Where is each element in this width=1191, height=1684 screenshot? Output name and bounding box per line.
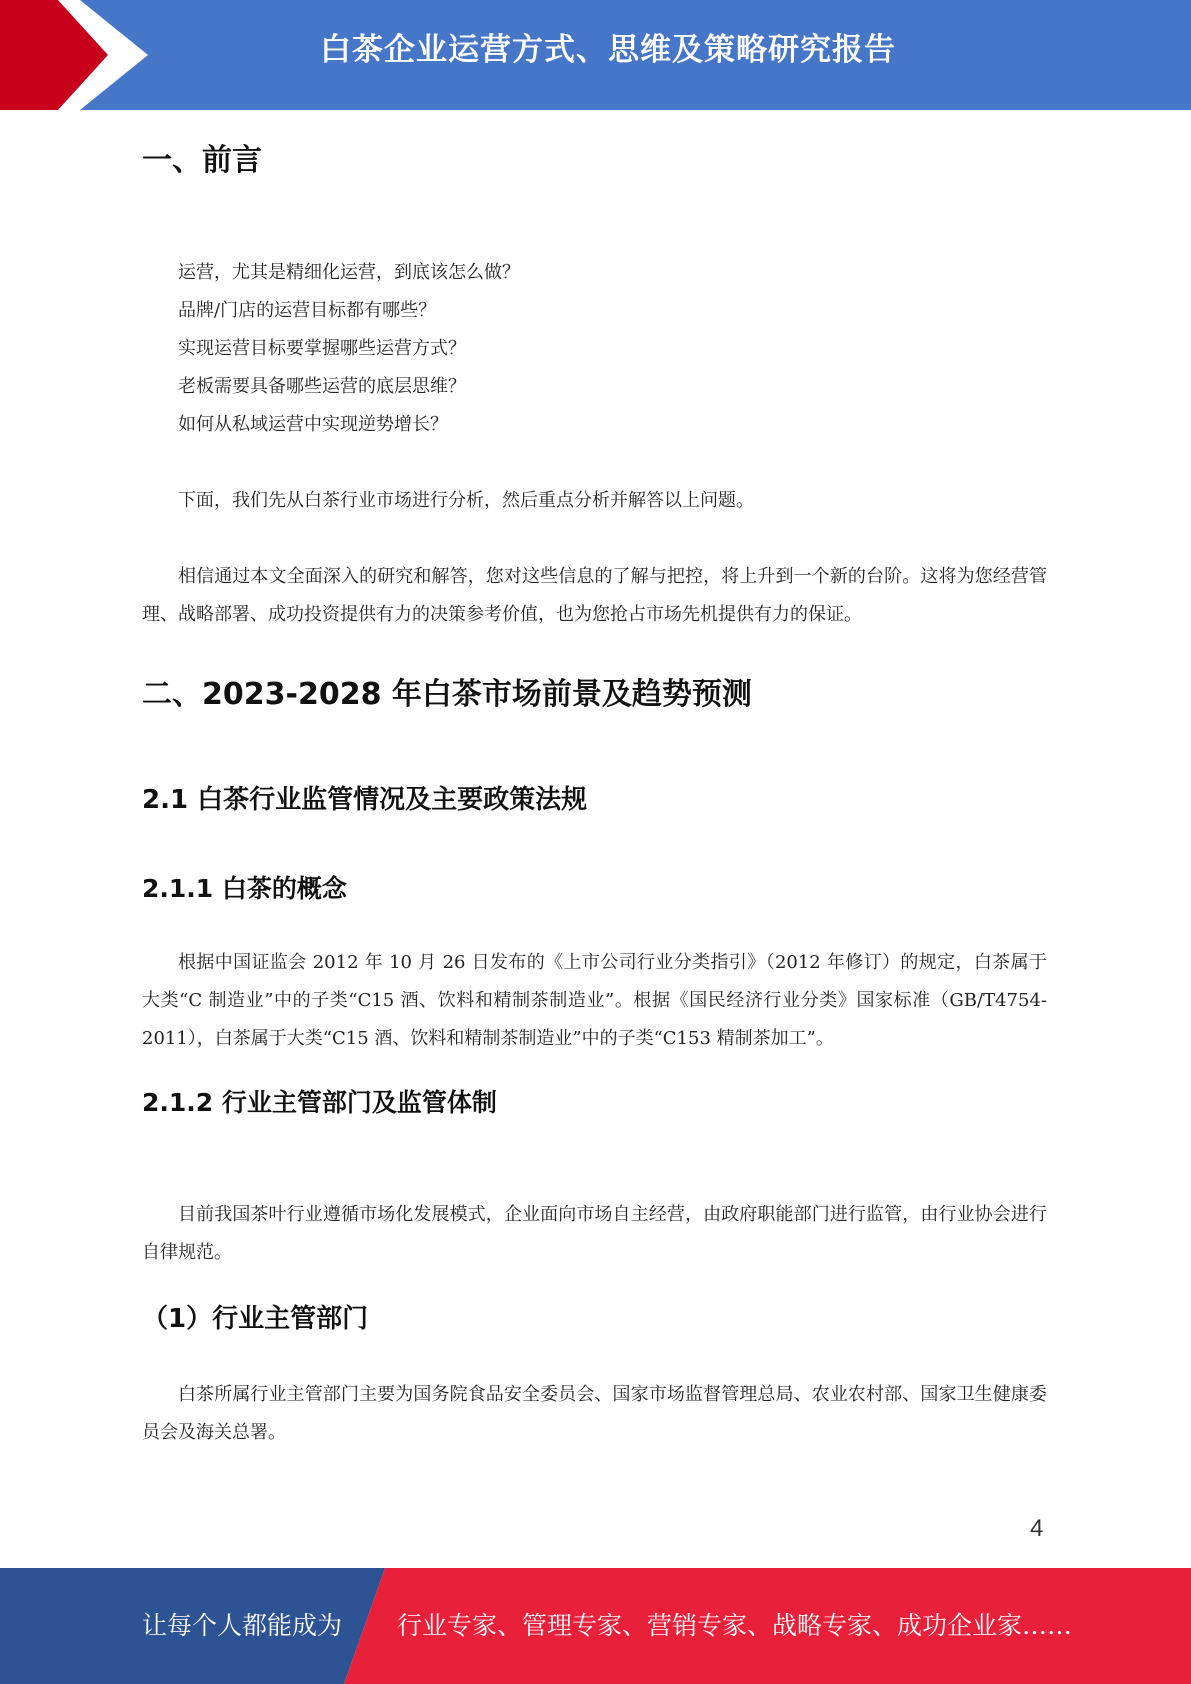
section-1-heading: 一、前言 [142,143,262,178]
list-item: 运营，尤其是精细化运营，到底该怎么做？ [178,262,520,283]
page-header [0,0,1191,110]
list-item: 如何从私域运营中实现逆势增长？ [178,414,448,435]
section-2-1-heading: 2.1 白茶行业监管情况及主要政策法规 [142,785,588,815]
subsection-1-heading: （1）行业主管部门 [142,1304,369,1334]
paragraph-concept: 根据中国证监会 2012 年 10 月 26 日发布的《上市公司行业分类指引》（2012 年修订）的规定，白茶属于大类“C 制造业”中的子类“C15 酒、饮料和精制茶制造业”。根据《国民经济行业分类》国家标准（GB/T4754-2011），白茶属于大类“C15 酒、饮料和精制茶制造业”中的子类“C153 精制茶加工”。 [142,952,1047,1049]
document-title: 白茶企业运营方式、思维及策略研究报告 [320,32,896,68]
page-content [142,140,1047,1452]
section-2-heading: 二、2023-2028 年白茶市场前景及趋势预测 [142,677,752,712]
list-item: 品牌/门店的运营目标都有哪些？ [178,300,437,321]
section-2-1-2-heading: 2.1.2 行业主管部门及监管体制 [142,1088,497,1117]
section-2-1-1-heading: 2.1.1 白茶的概念 [142,874,347,903]
footer-slogan-right: 行业专家、管理专家、营销专家、战略专家、成功企业家…… [397,1611,1073,1640]
page-number: 4 [1030,1515,1044,1542]
footer-slogan-left: 让每个人都能成为 [142,1611,343,1640]
question-list [142,254,1047,444]
list-item: 实现运营目标要掌握哪些运营方式？ [178,338,466,359]
paragraph-intro: 下面，我们先从白茶行业市场进行分析，然后重点分析并解答以上问题。 [178,490,754,511]
paragraph-regulation: 目前我国茶叶行业遵循市场化发展模式，企业面向市场自主经营，由政府职能部门进行监管，由行业协会进行自律规范。 [142,1204,1047,1263]
paragraph-value: 相信通过本文全面深入的研究和解答，您对这些信息的了解与把控，将上升到一个新的台阶。这将为您经营管理、战略部署、成功投资提供有力的决策参考价值，也为您抢占市场先机提供有力的保证。 [142,566,1047,625]
list-item: 老板需要具备哪些运营的底层思维？ [178,376,466,397]
page-footer [0,1568,1191,1684]
paragraph-authorities: 白茶所属行业主管部门主要为国务院食品安全委员会、国家市场监督管理总局、农业农村部、国家卫生健康委员会及海关总署。 [142,1384,1047,1443]
